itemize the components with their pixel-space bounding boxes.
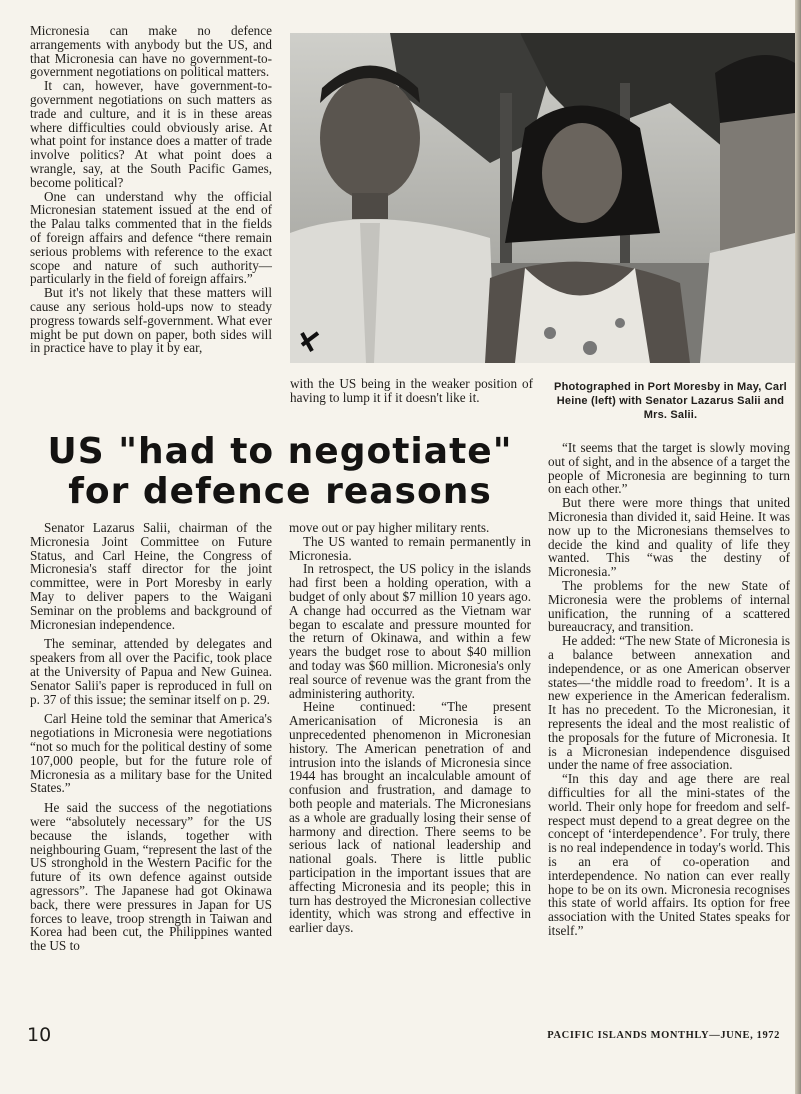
article-column-2 <box>289 521 531 935</box>
photo-illustration <box>290 33 795 363</box>
paragraph: “It seems that the target is slowly moving out of sight, and in the absence of a target the people of Micronesia are beginning to turn on each other.” <box>548 440 790 497</box>
paragraph: Heine continued: “The present Americanisation of Micronesia is an unprecedented phenomenon in Micronesian history. The American penetration of and intrusion into the islands of Micronesia since 1944 has brought an incalculable amount of confusion and frustration, and damage to both people and materials. The Micronesians as a whole are gradually losing their sense of harmony and direction. There seems to be serious lack of national leadership and national goals. There is little public participation in the important issues that are affecting Micronesia and its people; this in turn has destroyed the Micronesian collective identity, which was strong and effective in earlier days. <box>289 699 531 936</box>
article-column-3 <box>548 441 790 938</box>
paragraph: move out or pay higher military rents. <box>289 520 490 535</box>
photograph <box>290 33 795 363</box>
paragraph: Micronesia can make no defence arrangements with anybody but the US, and that Micronesia can have no government-to-government negotiations on political matters. <box>30 23 272 80</box>
intro-continuation <box>290 377 533 405</box>
photo-caption: Photographed in Port Moresby in May, Carl Heine (left) with Senator Lazarus Salii and Mrs. Salii. <box>554 381 787 421</box>
page-edge-shadow <box>795 0 801 1094</box>
paragraph: The problems for the new State of Micronesia were the problems of internal unification, the running of a scattered bureaucracy, and transition. <box>548 577 790 635</box>
intro-column <box>30 24 272 355</box>
headline <box>30 432 530 512</box>
paragraph: Carl Heine told the seminar that America's negotiations in Micronesia were negotiations “not so much for the political destiny of some 107,000 people, but for the future role of Micronesia as a military base for the United States.” <box>30 711 272 796</box>
paragraph: In retrospect, the US policy in the islands had first been a holding operation, with a budget of only about $7 million 10 years ago. A change had occurred as the Vietnam war began to escalate and pressure mounted for the return of Okinawa, and within a few years the budget rose to about $40 million and today was $60 million. Micronesia's only real source of revenue was the grant from the administering authority. <box>289 561 531 701</box>
paragraph: He said the success of the negotiations were “absolutely necessary” for the US because the islands, together with neighbouring Guam, “represent the last of the US stronghold in the Western Pacific for the future of its own defence against outside agressors”. The Japanese had got Okinawa back, there were pressures in Japan for US forces to leave, troop strength in Taiwan and Korea had been cut, the Philippines wanted the US to <box>30 800 272 954</box>
paragraph: But there were more things that united Micronesia than divided it, said Heine. It was now up to the Micronesians themselves to decide the kind and quality of life they wanted. This “was the destiny of Micronesia.” <box>548 495 790 580</box>
paragraph: The US wanted to remain permanently in Micronesia. <box>289 533 531 563</box>
paragraph: Senator Lazarus Salii, chairman of the Micronesia Joint Committee on Future Status, and Carl Heine, the Congress of Micronesia's staff director for the joint committee, were in Port Moresby in early May to deliver papers to the Waigani Seminar on the problems and background of Micronesian independence. <box>30 520 272 632</box>
running-footer: PACIFIC ISLANDS MONTHLY—JUNE, 1972 <box>547 1030 780 1041</box>
paragraph: But it's not likely that these matters will cause any serious hold-ups now to steady progress towards self-government. What ever might be put down on paper, both sides will in practice have to play it by ear, <box>30 285 272 356</box>
headline-line-2: for defence reasons <box>68 471 492 512</box>
headline-line-1: US "had to negotiate" <box>47 431 513 472</box>
page-number: 10 <box>27 1024 52 1046</box>
paragraph: He added: “The new State of Micronesia is a balance between annexation and independence, or as one American observer states—‘the middle road to freedom’. It is a new experience in the American federalism. It has no precedent. To the Micronesian, it represents the ideal and the most realistic of the proposals for the future of Micronesia. It is a Micronesian independence disguised under the name of free association. <box>548 633 790 773</box>
paragraph: with the US being in the weaker position of having to lump it if it doesn't like it. <box>290 376 533 405</box>
paragraph: It can, however, have government-to-government negotiations on such matters as trade and culture, and it is in these areas where difficulties could obviously arise. At what point for instance does a matter of trade involve politics? At what point does a wrangle, say, at the South Pacific Games, become political? <box>30 78 272 190</box>
paragraph: One can understand why the official Micronesian statement issued at the end of the Palau talks commented that in the fields of foreign affairs and defence “there remain serious problems with reference to the exact scope and nature of such authority—particularly in the field of foreign affairs.” <box>30 188 272 287</box>
paragraph: “In this day and age there are real difficulties for all the mini-states of the world. Their only hope for freedom and self-respect must depend to a great degree on the concept of ‘interdependence’. For truly, there is no real independence in today's world. This is an era of co-operation and interdependence. No nation can ever really hope to be on its own. Micronesia recognises this state of world affairs. Its option for free association with the United States speaks for itself.” <box>548 771 790 938</box>
paragraph: The seminar, attended by delegates and speakers from all over the Pacific, took place at the University of Papua and New Guinea. Senator Salii's paper is reproduced in full on p. 37 of this issue; the seminar itself on p. 29. <box>30 636 272 707</box>
article-column-1 <box>30 521 272 953</box>
